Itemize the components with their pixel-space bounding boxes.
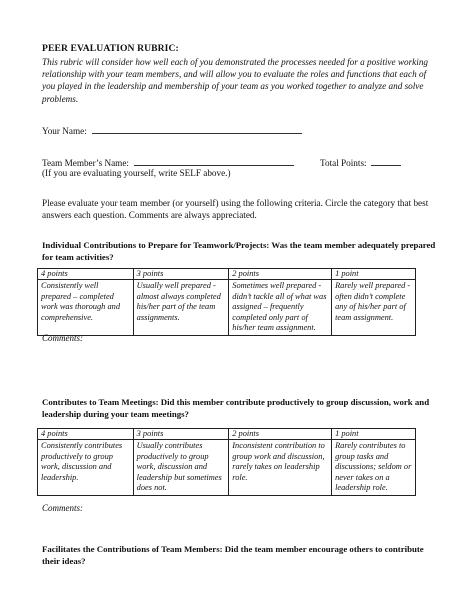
rubric-criteria-row <box>38 280 416 336</box>
header-3-points: 3 points <box>133 269 229 280</box>
rubric-table-team-meetings <box>37 428 416 496</box>
criteria-1-point[interactable]: Rarely contributes to group tasks and discussions; seldom or never takes on a leadership role. <box>332 440 416 496</box>
header-3-points: 3 points <box>133 429 229 440</box>
document-title: PEER EVALUATION RUBRIC: <box>42 43 179 54</box>
criteria-1-point[interactable]: Rarely well prepared - often didn’t complete any of his/her part of team assignment. <box>332 280 416 336</box>
your-name-blank[interactable] <box>92 124 302 134</box>
total-points-field <box>320 156 401 168</box>
comments-label-2: Comments: <box>42 503 83 513</box>
rubric-header-row <box>38 429 416 440</box>
header-4-points: 4 points <box>38 429 134 440</box>
self-note: (If you are evaluating yourself, write SELF above.) <box>42 168 231 178</box>
header-2-points: 2 points <box>229 269 332 280</box>
instructions-paragraph: Please evaluate your team member (or yourself) using the following criteria. Circle the category that best answers each question. Comments are always appreciated. <box>42 198 429 220</box>
header-1-point: 1 point <box>332 429 416 440</box>
total-points-label: Total Points: <box>320 158 367 168</box>
criteria-3-points[interactable]: Usually well prepared - almost always completed his/her part of the team assignments. <box>133 280 229 336</box>
criteria-4-points[interactable]: Consistently contributes productively to group work, discussion and leadership. <box>38 440 134 496</box>
team-member-blank[interactable] <box>134 156 294 166</box>
question-facilitates-contributions: Facilitates the Contributions of Team Members: Did the team member encourage others to contribute their ideas? <box>42 544 424 566</box>
your-name-label: Your Name: <box>42 126 87 136</box>
team-member-field <box>42 156 294 168</box>
rubric-criteria-row <box>38 440 416 496</box>
criteria-4-points[interactable]: Consistently well prepared – completed work was thorough and comprehensive. <box>38 280 134 336</box>
criteria-2-points[interactable]: Inconsistent contribution to group work and discussion, rarely takes on leadership role. <box>229 440 332 496</box>
question-individual-contributions: Individual Contributions to Prepare for Teamwork/Projects: Was the team member adequately prepared for team activities? <box>42 240 436 262</box>
rubric-header-row <box>38 269 416 280</box>
your-name-field <box>42 124 302 136</box>
intro-paragraph: This rubric will consider how well each of you demonstrated the processes needed for a positive working relationship with your team members, and will allow you to evaluate the roles and functions that each of you played in the leadership and membership of your team as you worked together to analyze and solve problems. <box>42 57 429 104</box>
total-points-blank[interactable] <box>371 156 401 166</box>
criteria-2-points[interactable]: Sometimes well prepared - didn’t tackle all of what was assigned – frequently completed only part of his/her team assignment. <box>229 280 332 336</box>
header-1-point: 1 point <box>332 269 416 280</box>
question-team-meetings: Contributes to Team Meetings: Did this member contribute productively to group discussion, work and leadership during your team meetings? <box>42 397 430 419</box>
rubric-table-individual-contributions <box>37 268 416 336</box>
header-2-points: 2 points <box>229 429 332 440</box>
team-member-label: Team Member’s Name: <box>42 158 129 168</box>
comments-label-1: Comments: <box>42 333 83 343</box>
header-4-points: 4 points <box>38 269 134 280</box>
criteria-3-points[interactable]: Usually contributes productively to group work, discussion and leadership but sometimes does not. <box>133 440 229 496</box>
